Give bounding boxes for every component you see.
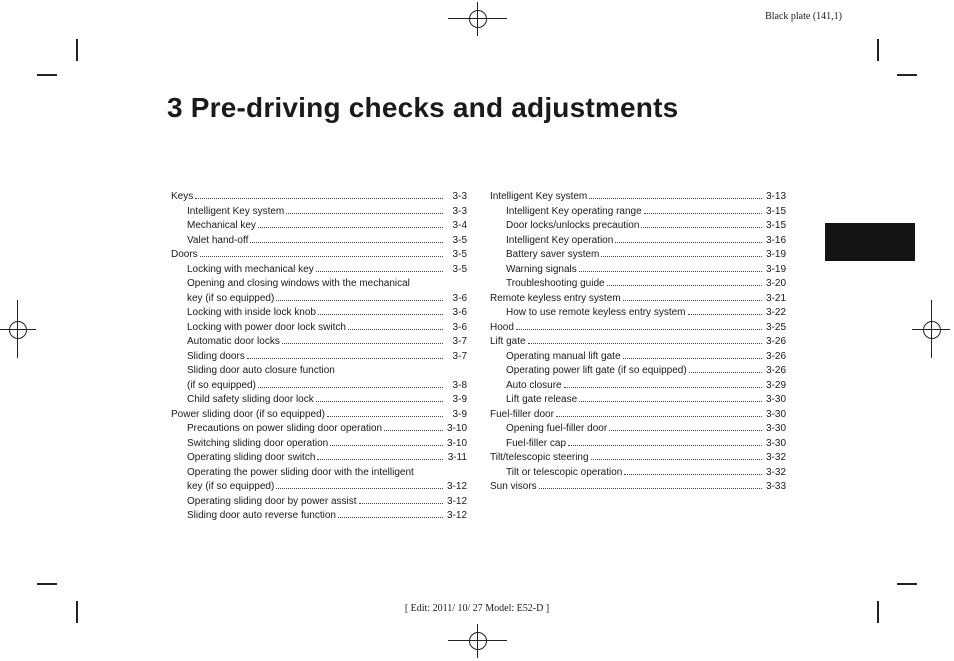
dot-leader [338,514,443,518]
toc-entry-title: Child safety sliding door lock [187,394,314,405]
toc-entry [490,451,786,466]
toc-entry-title-line: Sliding door auto closure function [187,365,335,376]
toc-entry-title: Sliding doors [187,350,245,362]
crop-mark [37,74,57,76]
toc-entry [490,190,786,205]
toc-entry-title: Opening fuel-filler door [506,423,608,434]
toc-entry-title: Lift gate release [506,394,578,405]
toc-entry-title: Operating power lift gate (if so equipped) [506,365,687,376]
registration-target-icon [469,632,487,650]
toc-entry-title: (if so equipped) [187,379,256,391]
toc-page-number: 3-7 [452,336,467,347]
dot-leader [689,369,762,373]
toc-entry-title: key (if so equipped) [187,292,275,304]
dot-leader [623,355,762,359]
toc-page-number: 3-26 [765,365,786,376]
toc-entry [490,480,786,495]
toc-entry [171,277,467,306]
registration-target-icon [469,10,487,28]
toc-page-number: 3-8 [452,379,467,391]
toc-page-number: 3-10 [446,437,467,449]
toc-page-number: 3-13 [765,191,786,202]
toc-entry [490,321,786,336]
toc-entry-title: Fuel-filler door [490,408,554,420]
toc-entry-title: Battery saver system [506,249,600,260]
toc-entry-title: Intelligent Key operating range [506,205,642,217]
page-title: 3 Pre-driving checks and adjustments [167,92,679,123]
toc-entry [171,190,467,205]
dot-leader [384,427,443,431]
toc-page-number: 3-6 [452,292,467,304]
toc-page-number: 3-3 [452,191,467,202]
toc-page-number: 3-11 [447,452,467,463]
toc-entry-title: Mechanical key [187,220,256,231]
toc-entry [171,205,467,220]
toc-page-number: 3-9 [452,408,467,420]
toc-entry [171,321,467,336]
toc-page-number: 3-7 [452,350,467,362]
edit-footer: [ Edit: 2011/ 10/ 27 Model: E52-D ] [404,603,550,614]
toc-page-number: 3-5 [452,249,467,260]
toc-entry-title: Hood [490,321,514,333]
toc-entry-title: Valet hand-off [187,234,249,246]
toc-page-number: 3-20 [765,278,786,289]
toc-page-number: 3-12 [446,495,467,507]
crop-mark [897,583,917,585]
toc-entry-title: Intelligent Key system [187,205,285,217]
toc-entry-title-line: Operating the power sliding door with the intelligent [187,466,414,478]
dot-leader [601,253,762,257]
toc-entry-title: Remote keyless entry system [490,292,621,304]
toc-entry [171,422,467,437]
toc-page-number: 3-15 [765,205,786,217]
toc-entry-title: Keys [171,191,194,202]
toc-entry [171,466,467,495]
toc-entry [171,306,467,321]
dot-leader [327,413,443,417]
toc-entry-title: Troubleshooting guide [506,278,605,289]
dot-leader [359,500,443,504]
registration-target-icon [923,321,941,339]
dot-leader [641,224,762,228]
toc-page-number: 3-5 [452,234,467,246]
toc-page-number: 3-33 [765,481,786,492]
toc-entry-title: Operating manual lift gate [506,350,621,362]
toc-entry [490,205,786,220]
toc-entry [490,393,786,408]
registration-line [477,2,478,36]
toc-entry [490,466,786,481]
dot-leader [539,485,762,489]
dot-leader [623,297,762,301]
toc-entry [490,422,786,437]
dot-leader [615,239,762,243]
toc-page-number: 3-9 [452,394,467,405]
toc-entry [171,234,467,249]
toc-entry-title: Door locks/unlocks precaution [506,220,640,231]
toc-entry-title: Warning signals [506,263,577,275]
toc-entry [490,350,786,365]
dot-leader [589,195,762,199]
toc-entry-title: Tilt or telescopic operation [506,466,623,478]
toc-page-number: 3-4 [452,220,467,231]
toc-page-number: 3-32 [765,452,786,463]
toc-entry [171,408,467,423]
toc-entry-title: Operating sliding door switch [187,452,316,463]
toc-entry [171,509,467,524]
toc-entry [490,306,786,321]
dot-leader [579,398,762,402]
crop-mark [76,39,78,61]
toc-page-number: 3-30 [765,423,786,434]
toc-entry-title: Auto closure [506,379,562,391]
toc-entry-title: Sliding door auto reverse function [187,510,336,521]
toc-entry [171,335,467,350]
toc-entry [490,277,786,292]
toc-page-number: 3-5 [452,263,467,275]
toc-entry-title: Locking with inside lock knob [187,307,316,318]
dot-leader [247,355,443,359]
dot-leader [276,297,443,301]
dot-leader [348,326,443,330]
toc-entry-title: Operating sliding door by power assist [187,495,357,507]
toc-entry-title: Precautions on power sliding door operation [187,423,383,434]
toc-page-number: 3-19 [765,249,786,260]
toc-entry [490,379,786,394]
dot-leader [564,384,762,388]
dot-leader [195,195,443,199]
crop-mark [897,74,917,76]
toc-entry [490,408,786,423]
toc-entry [490,219,786,234]
toc-entry [171,248,467,263]
toc-entry-title: Tilt/telescopic steering [490,452,589,463]
toc-page-number: 3-26 [765,336,786,347]
dot-leader [286,210,443,214]
toc-page-number: 3-6 [452,307,467,318]
toc-entry [171,393,467,408]
dot-leader [556,413,762,417]
dot-leader [644,210,762,214]
registration-line [931,300,932,358]
toc-page-number: 3-19 [765,263,786,275]
toc-entry-title: Switching sliding door operation [187,437,329,449]
dot-leader [276,485,443,489]
toc-entry-title: Locking with power door lock switch [187,321,346,333]
toc-page-number: 3-12 [446,510,467,521]
toc-entry-title: Automatic door locks [187,336,280,347]
registration-target-icon [9,321,27,339]
dot-leader [316,398,443,402]
toc-entry-title: How to use remote keyless entry system [506,307,686,318]
toc-entry [490,263,786,278]
toc-entry [490,335,786,350]
dot-leader [591,456,762,460]
toc-entry [490,248,786,263]
toc-entry [171,451,467,466]
toc-entry-title: Intelligent Key system [490,191,588,202]
toc-page-number: 3-21 [765,292,786,304]
toc-entry-title-line: Opening and closing windows with the mechanical [187,278,410,289]
dot-leader [609,427,762,431]
toc-entry-title: key (if so equipped) [187,481,275,492]
dot-leader [250,239,443,243]
dot-leader [282,340,443,344]
toc-page-number: 3-32 [765,466,786,478]
toc-entry-title: Power sliding door (if so equipped) [171,408,325,420]
toc-page-number: 3-26 [765,350,786,362]
toc-entry-title: Doors [171,249,198,260]
toc-entry [490,437,786,452]
dot-leader [258,384,443,388]
toc-entry-title: Intelligent Key operation [506,234,614,246]
dot-leader [516,326,762,330]
toc-page-number: 3-25 [765,321,786,333]
dot-leader [318,311,443,315]
toc-entry [490,234,786,249]
toc-entry-title: Sun visors [490,481,537,492]
dot-leader [579,268,762,272]
dot-leader [688,311,762,315]
toc-entry [171,219,467,234]
toc-entry [490,364,786,379]
toc-page-number: 3-15 [765,220,786,231]
toc-entry [171,350,467,365]
toc-column-right [490,190,786,495]
registration-line [477,624,478,658]
dot-leader [316,268,443,272]
dot-leader [258,224,443,228]
toc-entry [171,437,467,452]
toc-page-number: 3-30 [765,408,786,420]
registration-line [0,329,36,330]
toc-column-left [171,190,467,524]
dot-leader [317,456,443,460]
toc-entry [490,292,786,307]
toc-page-number: 3-30 [765,394,786,405]
registration-line [17,300,18,358]
toc-page-number: 3-6 [452,321,467,333]
toc-page-number: 3-30 [765,437,786,449]
dot-leader [200,253,443,257]
toc-entry [171,495,467,510]
toc-entry-title: Fuel-filler cap [506,437,567,449]
toc-page-number: 3-22 [765,307,786,318]
crop-mark [877,39,879,61]
chapter-tab [825,223,915,261]
toc-entry-title: Locking with mechanical key [187,263,314,275]
toc-page-number: 3-10 [446,423,467,434]
dot-leader [528,340,762,344]
dot-leader [607,282,762,286]
toc-entry-title: Lift gate [490,336,526,347]
dot-leader [330,442,443,446]
toc-page-number: 3-29 [765,379,786,391]
plate-label: Black plate (141,1) [765,11,842,22]
crop-mark [37,583,57,585]
toc-page-number: 3-3 [452,205,467,217]
toc-entry [171,364,467,393]
dot-leader [624,471,762,475]
toc-page-number: 3-16 [765,234,786,246]
toc-entry [171,263,467,278]
toc-page-number: 3-12 [446,481,467,492]
dot-leader [568,442,762,446]
